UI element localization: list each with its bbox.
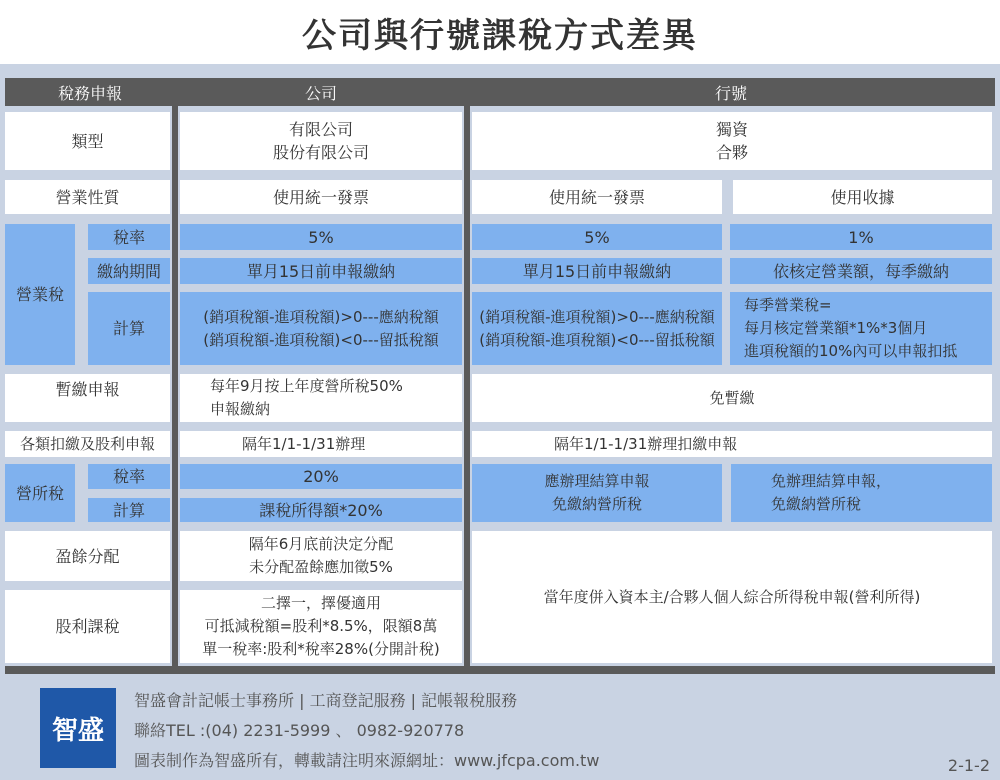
provisional-company xyxy=(180,374,462,422)
provisional-firm: 免暫繳 xyxy=(472,374,992,422)
income-tax-firm-invoice-1: 應辦理結算申報 xyxy=(544,472,650,490)
nature-firm-invoice: 使用統一發票 xyxy=(472,180,722,214)
business-tax-calc-firm-receipt xyxy=(730,292,992,365)
business-tax-period-label: 繳納期間 xyxy=(88,258,170,284)
nature-company: 使用統一發票 xyxy=(180,180,462,214)
business-tax-period-company: 單月15日前申報繳納 xyxy=(180,258,462,284)
business-tax-period-firm-invoice: 單月15日前申報繳納 xyxy=(472,258,722,284)
logo-text: 智盛 xyxy=(51,715,104,746)
business-tax-rate-label: 稅率 xyxy=(88,224,170,250)
income-tax-firm-invoice-2: 免繳納營所稅 xyxy=(551,495,642,513)
row-label-type: 類型 xyxy=(5,112,170,170)
row-label-provisional: 暫繳申報 xyxy=(5,374,170,422)
dividend-company-3: 單一稅率:股利*稅率28%(分開計稅) xyxy=(202,640,440,658)
business-tax-rate-firm-invoice: 5% xyxy=(472,224,722,250)
provisional-company-1: 每年9月按上年度營所稅50% xyxy=(210,377,403,395)
income-tax-rate-company: 20% xyxy=(180,464,462,489)
business-tax-calc-company-2: (銷項稅額-進項稅額)<0---留抵稅額 xyxy=(203,330,439,349)
footer-copyright: 圖表制作為智盛所有，轉載請注明來源網址：www.jfcpa.com.tw xyxy=(134,751,600,770)
withholding-firm: 隔年1/1-1/31辦理扣繳申報 xyxy=(472,431,992,457)
type-company xyxy=(180,112,462,170)
business-tax-calc-firm-invoice xyxy=(472,292,722,365)
footer-services: 智盛會計記帳士事務所 | 工商登記服務 | 記帳報稅服務 xyxy=(134,691,518,710)
provisional-company-2: 申報繳納 xyxy=(210,400,271,418)
business-tax-calc-company-1: (銷項稅額-進項稅額)>0---應納稅額 xyxy=(203,307,439,326)
income-tax-firm-receipt-2: 免繳納營所稅 xyxy=(771,495,862,513)
business-tax-rate-company: 5% xyxy=(180,224,462,250)
type-firm-2: 合夥 xyxy=(715,143,748,162)
firm-surplus-dividend: 當年度併入資本主/合夥人個人綜合所得稅申報(營利所得) xyxy=(472,531,992,663)
income-tax-rate-label: 稅率 xyxy=(88,464,170,489)
surplus-company xyxy=(180,531,462,581)
row-label-business-tax: 營業稅 xyxy=(5,224,75,365)
page-title: 公司與行號課稅方式差異 xyxy=(0,0,1000,66)
header-company: 公司 xyxy=(175,78,467,106)
surplus-company-1: 隔年6月底前決定分配 xyxy=(248,535,394,553)
dividend-company-1: 二擇一，擇優適用 xyxy=(260,594,381,612)
dividend-company xyxy=(180,590,462,663)
column-divider-left xyxy=(172,106,178,668)
row-label-dividend: 股利課稅 xyxy=(5,590,170,663)
business-tax-rate-firm-receipt: 1% xyxy=(730,224,992,250)
income-tax-firm-invoice xyxy=(472,464,722,522)
type-firm xyxy=(472,112,992,170)
row-label-nature: 營業性質 xyxy=(5,180,170,214)
nature-firm-receipt: 使用收據 xyxy=(733,180,992,214)
income-tax-firm-receipt-1: 免辦理結算申報， xyxy=(771,472,892,490)
type-company-2: 股份有限公司 xyxy=(272,143,369,162)
income-tax-firm-receipt xyxy=(731,464,992,522)
business-tax-calc-firm-receipt-2: 每月核定營業額*1%*3個月 xyxy=(744,319,928,337)
row-label-surplus: 盈餘分配 xyxy=(5,531,170,581)
company-logo xyxy=(40,688,116,768)
table-bottom-border xyxy=(5,666,995,674)
business-tax-calc-company xyxy=(180,292,462,365)
row-label-income-tax: 營所稅 xyxy=(5,464,75,522)
income-tax-calc-company: 課稅所得額*20% xyxy=(180,498,462,522)
page-number: 2-1-2 xyxy=(947,756,990,775)
header-tax-report: 稅務申報 xyxy=(5,78,175,106)
dividend-company-2: 可抵減稅額=股利*8.5%，限額8萬 xyxy=(204,617,438,635)
type-company-1: 有限公司 xyxy=(288,120,353,139)
footer-contact: 聯絡TEL :(04) 2231-5999 、 0982-920778 xyxy=(134,721,465,740)
header-firm: 行號 xyxy=(467,78,995,106)
type-firm-1: 獨資 xyxy=(715,120,748,139)
business-tax-calc-label: 計算 xyxy=(88,292,170,365)
column-divider-right xyxy=(464,106,470,668)
row-label-withholding: 各類扣繳及股利申報 xyxy=(5,431,170,457)
withholding-company: 隔年1/1-1/31辦理 xyxy=(180,431,462,457)
business-tax-period-firm-receipt: 依核定營業額，每季繳納 xyxy=(730,258,992,284)
surplus-company-2: 未分配盈餘應加徵5% xyxy=(249,558,393,576)
business-tax-calc-firm-receipt-3: 進項稅額的10%內可以申報扣抵 xyxy=(744,342,958,360)
income-tax-calc-label: 計算 xyxy=(88,498,170,522)
business-tax-calc-firm-invoice-2: (銷項稅額-進項稅額)<0---留抵稅額 xyxy=(479,330,715,349)
business-tax-calc-firm-invoice-1: (銷項稅額-進項稅額)>0---應納稅額 xyxy=(479,307,715,326)
business-tax-calc-firm-receipt-1: 每季營業稅= xyxy=(744,296,832,314)
